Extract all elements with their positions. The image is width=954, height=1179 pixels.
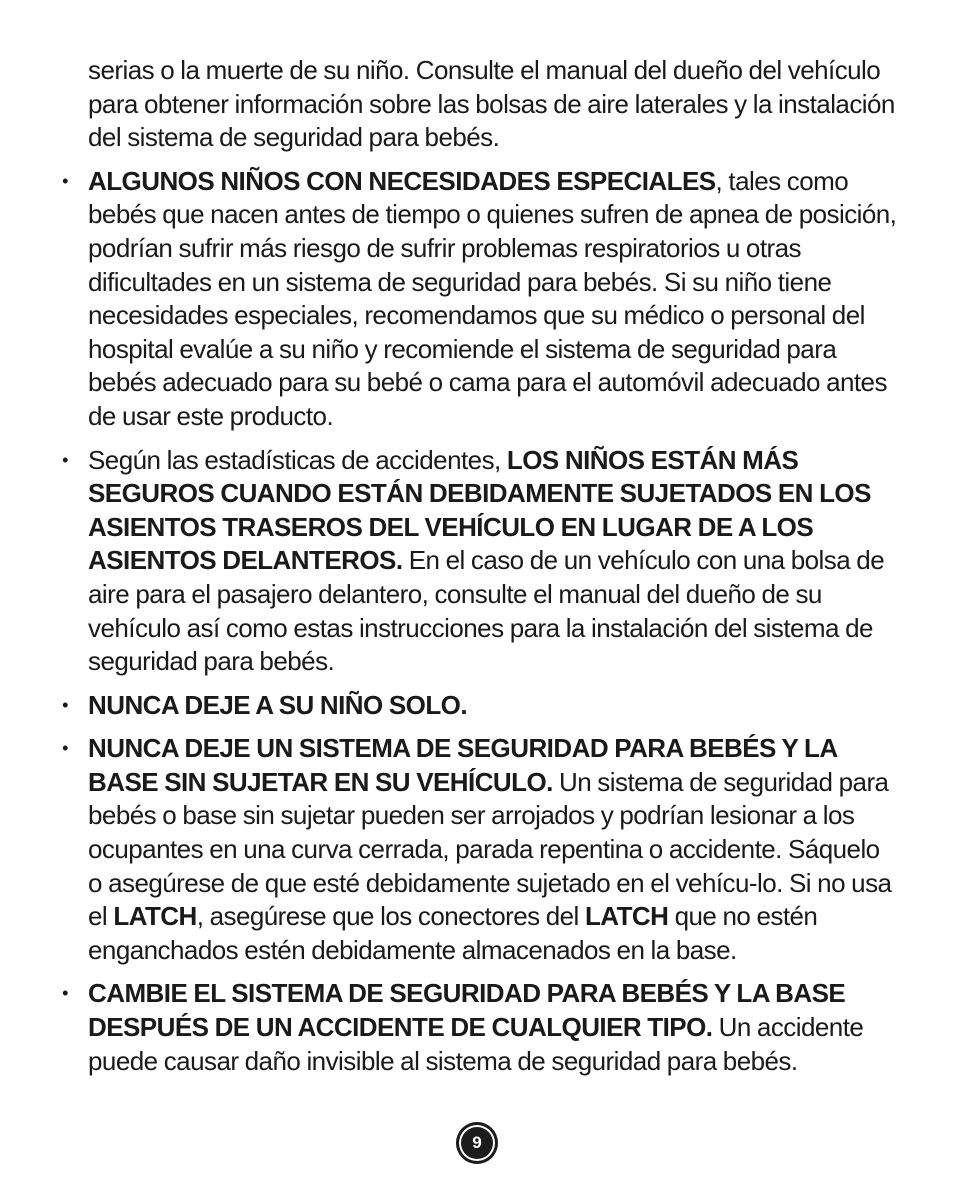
warning-intro: Según las estadísticas de accidentes, (88, 444, 507, 475)
warning-heading: ALGUNOS NIÑOS CON NECESIDADES ESPECIALES (88, 165, 716, 196)
bullet-item-unsecured-seat (62, 732, 898, 967)
warning-text: Un accidente puede causar daño invisible al sistema de seguridad para bebés. (88, 1012, 864, 1076)
bullet-icon: • (62, 983, 68, 1004)
warning-text-end: que no estén enganchados estén debidamente almacenados en la base. (88, 901, 818, 965)
warning-text: Un sistema de seguridad para bebés o base sin sujetar pueden ser arrojados y podrían lesionar a los ocupantes en una curva cerrada, parada repentina o accidente. Sáquelo o asegúrese de que esté debidamente sujetado en el vehícu-lo. Si no usa el (88, 766, 892, 932)
warning-heading: NUNCA DEJE A SU NIÑO SOLO. (88, 689, 468, 720)
page-body (62, 54, 898, 1088)
bullet-item-after-accident (62, 977, 898, 1078)
bullet-icon: • (62, 170, 68, 191)
bullet-item-special-needs (62, 165, 898, 434)
bullet-icon: • (62, 449, 68, 470)
warning-text-cont: , asegúrese que los conectores del (196, 901, 585, 932)
latch-term: LATCH (584, 901, 669, 932)
warning-heading: CAMBIE EL SISTEMA DE SEGURIDAD PARA BEBÉS Y LA BASE DESPUÉS DE UN ACCIDENTE DE CUALQUIER TIPO. (88, 978, 846, 1043)
continuation-paragraph (88, 54, 898, 155)
bullet-item-rear-seats (62, 444, 898, 679)
bullet-icon: • (62, 694, 68, 715)
latch-term: LATCH (113, 901, 197, 932)
bullet-icon: • (62, 738, 68, 759)
warning-text: , tales como bebés que nacen antes de tiempo o quienes sufren de apnea de posición, podrían sufrir más riesgo de sufrir problemas respiratorios u otras dificultades en un sistema de seguridad para bebés. Si su niño tiene necesidades especiales, recomendamos que su médico o personal del hospital evalúe a su niño y recomiende el sistema de seguridad para bebés adecuado para su bebé o cama para el automóvil adecuado antes de usar este producto. (88, 165, 897, 431)
warning-heading: LOS NIÑOS ESTÁN MÁS SEGUROS CUANDO ESTÁN DEBIDAMENTE SUJETADOS EN LOS ASIENTOS TRASEROS DEL VEHÍCULO EN LUGAR DE A LOS ASIENTOS DELANTEROS. (88, 444, 871, 576)
warning-text: En el caso de un vehículo con una bolsa de aire para el pasajero delantero, consulte el manual del dueño de su vehículo así como estas instrucciones para la instalación del sistema de seguridad para bebés. (88, 545, 885, 677)
page-number-badge: 9 (456, 1122, 498, 1164)
bullet-item-never-alone (62, 689, 898, 723)
continuation-text: serias o la muerte de su niño. Consulte el manual del dueño del vehículo para obtener información sobre las bolsas de aire laterales y la instalación del sistema de seguridad para bebés. (88, 55, 895, 153)
warning-heading: NUNCA DEJE UN SISTEMA DE SEGURIDAD PARA BEBÉS Y LA BASE SIN SUJETAR EN SU VEHÍCULO. (88, 733, 837, 797)
